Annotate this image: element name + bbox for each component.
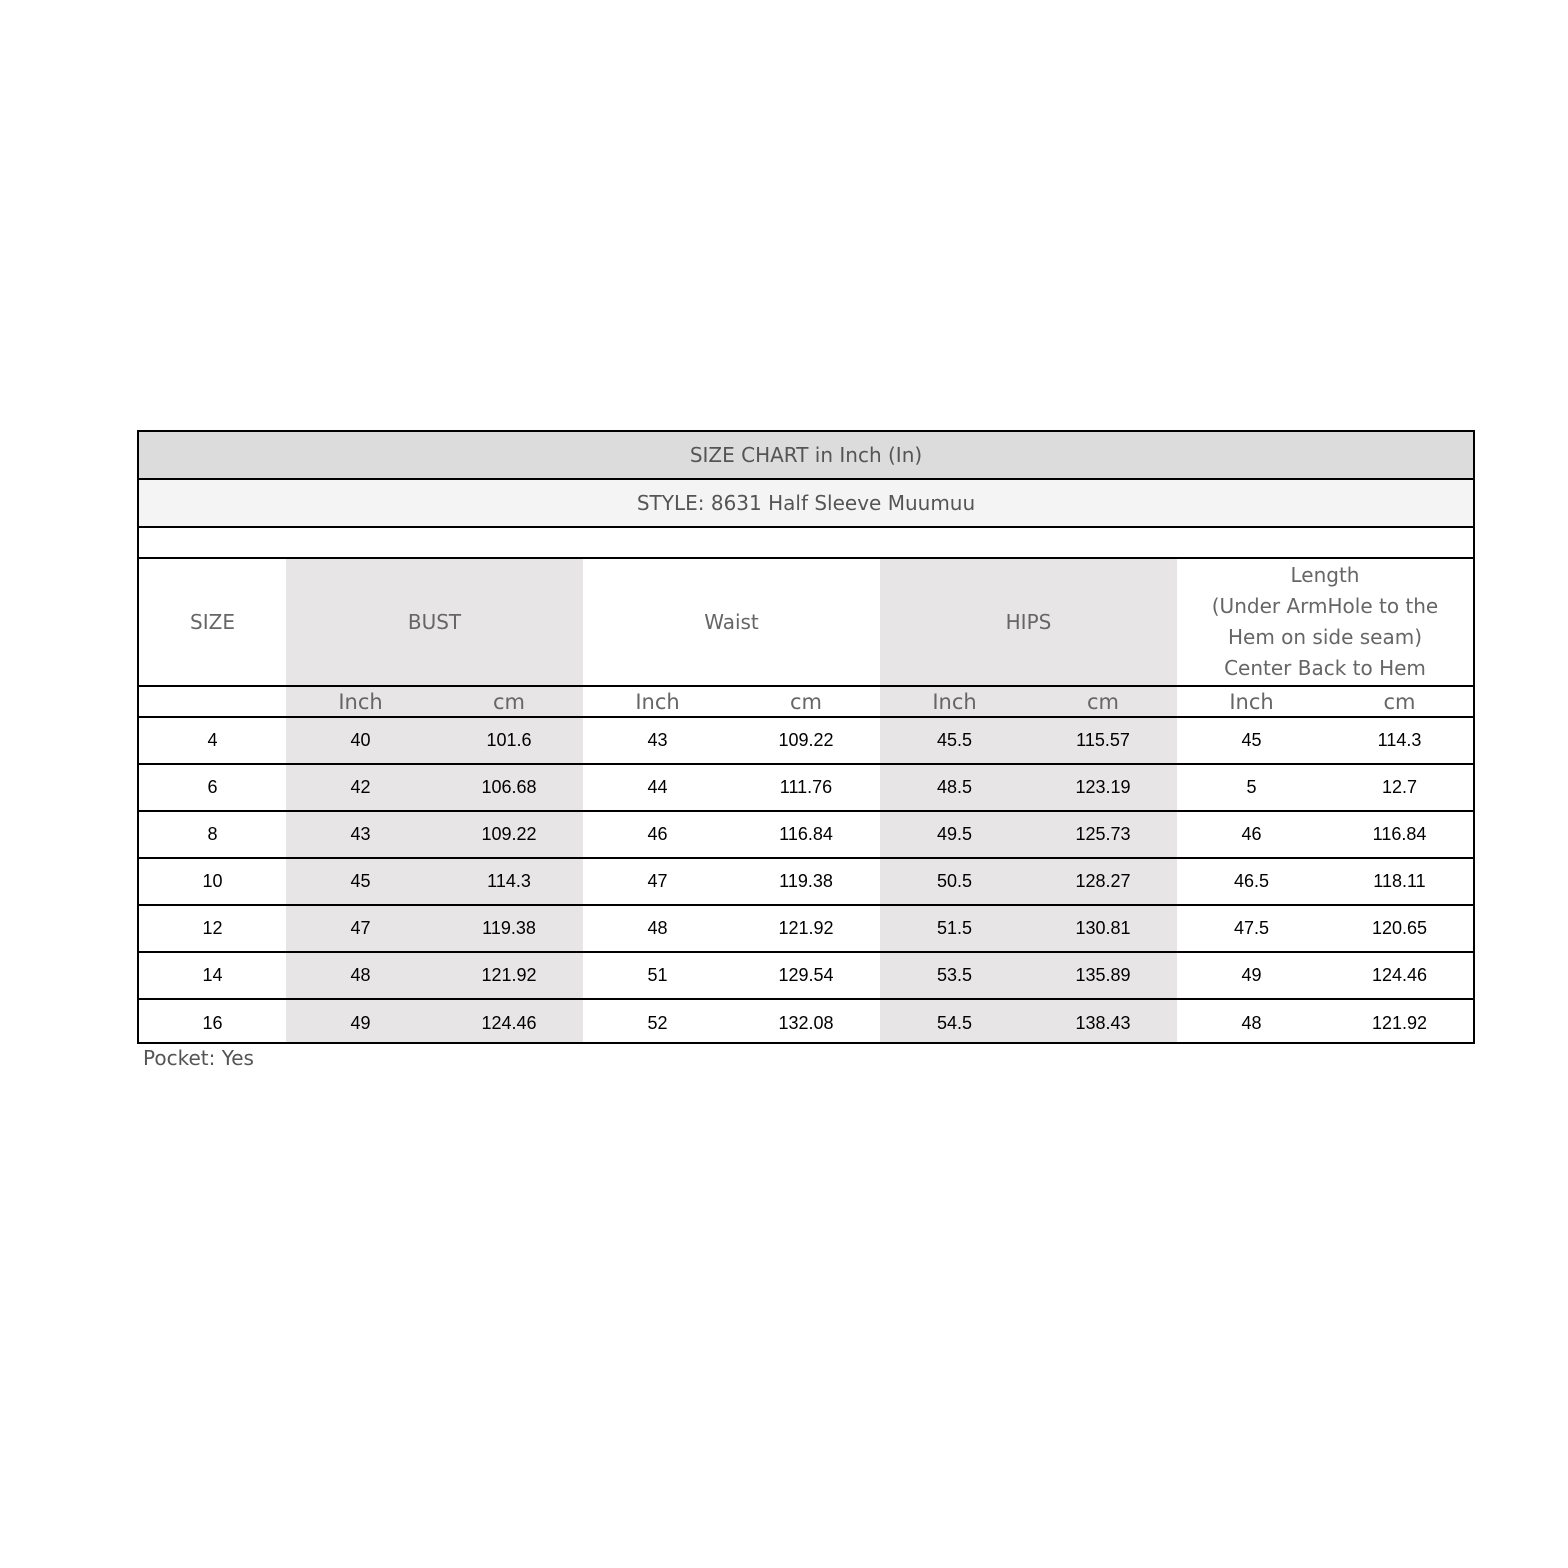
measurement-cell: 49 [1241,965,1262,985]
unit-cell: Inch [932,689,977,714]
size-chart-table [137,430,1475,1044]
measurement-cell: 124.46 [1371,965,1428,985]
header-length [1177,559,1473,685]
measurement-cell: 115.57 [1076,730,1130,750]
measurement-cell: 119.38 [779,871,833,891]
unit-cell: Inch [1229,689,1274,714]
unit-cell: cm [1086,689,1119,714]
measurement-cell: 48 [350,965,371,985]
measurement-cell: 45 [350,871,371,891]
measurement-cell: 109.22 [778,730,834,750]
pocket-note: Pocket: Yes [143,1046,254,1070]
measurement-cell: 49.5 [936,824,973,844]
measurement-cell: 47.5 [1233,918,1270,938]
blank-row [139,528,1473,559]
measurement-cell: 125.73 [1075,824,1131,844]
chart-title: SIZE CHART in Inch (In) [139,432,1473,480]
measurement-cell: 129.54 [778,965,834,985]
measurement-cell: 46.5 [1233,871,1270,891]
measurement-cell: 43 [350,824,371,844]
size-cell: 6 [207,777,218,797]
measurement-cell: 109.22 [481,824,537,844]
table-row [139,1000,1473,1047]
size-cell: 8 [207,824,218,844]
table-row [139,812,1473,859]
measurement-cell: 116.84 [1372,824,1427,844]
unit-row [139,687,1473,718]
unit-cell: cm [492,689,525,714]
measurement-cell: 130.81 [1075,918,1131,938]
measurement-cell: 48 [1241,1013,1262,1033]
measurement-cell: 114.3 [487,871,531,891]
header-length-line: Length [1290,563,1360,587]
measurement-cell: 48 [647,918,668,938]
header-waist: Waist [704,609,759,634]
measurement-cell: 118.11 [1373,871,1426,891]
header-size: SIZE [190,609,235,634]
size-cell: 16 [202,1013,223,1033]
measurement-cell: 116.84 [779,824,833,844]
measurement-cell: 43 [647,730,668,750]
column-header-row [139,559,1473,687]
table-row [139,859,1473,906]
unit-cell: cm [789,689,822,714]
header-length-line: Hem on side seam) [1227,625,1423,649]
measurement-cell: 123.19 [1075,777,1131,797]
measurement-cell: 12.7 [1381,777,1418,797]
measurement-cell: 45 [1241,730,1262,750]
measurement-cell: 49 [350,1013,371,1033]
measurement-cell: 138.43 [1075,1013,1131,1033]
measurement-cell: 121.92 [778,918,834,938]
size-cell: 10 [202,871,223,891]
measurement-cell: 45.5 [936,730,973,750]
measurement-cell: 47 [350,918,371,938]
measurement-cell: 52 [647,1013,668,1033]
measurement-cell: 51.5 [936,918,973,938]
measurement-cell: 120.65 [1371,918,1428,938]
measurement-cell: 114.3 [1377,730,1422,750]
measurement-cell: 111.76 [779,777,833,797]
measurement-cell: 53.5 [936,965,973,985]
measurement-cell: 135.89 [1075,965,1131,985]
unit-cell: Inch [635,689,680,714]
table-row [139,718,1473,765]
measurement-cell: 46 [647,824,668,844]
header-length-line: (Under ArmHole to the [1211,594,1439,618]
measurement-cell: 128.27 [1075,871,1131,891]
measurement-cell: 44 [647,777,668,797]
measurement-cell: 132.08 [778,1013,834,1033]
unit-cell: Inch [338,689,383,714]
measurement-cell: 50.5 [936,871,973,891]
unit-cell: cm [1383,689,1416,714]
table-row [139,906,1473,953]
style-line: STYLE: 8631 Half Sleeve Muumuu [139,480,1473,528]
size-cell: 14 [202,965,223,985]
measurement-cell: 47 [647,871,668,891]
size-cell: 12 [202,918,223,938]
measurement-cell: 51 [647,965,668,985]
measurement-cell: 54.5 [936,1013,973,1033]
measurement-cell: 121.92 [1371,1013,1428,1033]
header-length-line: Center Back to Hem [1224,656,1426,680]
measurement-cell: 5 [1246,777,1257,797]
measurement-cell: 46 [1241,824,1262,844]
size-cell: 4 [207,730,218,750]
header-hips: HIPS [1005,609,1052,634]
measurement-cell: 124.46 [481,1013,537,1033]
measurement-cell: 119.38 [482,918,536,938]
measurement-cell: 40 [350,730,371,750]
measurement-cell: 106.68 [481,777,537,797]
table-row [139,765,1473,812]
table-row [139,953,1473,1000]
measurement-cell: 42 [350,777,371,797]
header-bust: BUST [407,609,462,634]
measurement-cell: 121.92 [481,965,537,985]
measurement-cell: 101.6 [486,730,532,750]
measurement-cell: 48.5 [936,777,973,797]
